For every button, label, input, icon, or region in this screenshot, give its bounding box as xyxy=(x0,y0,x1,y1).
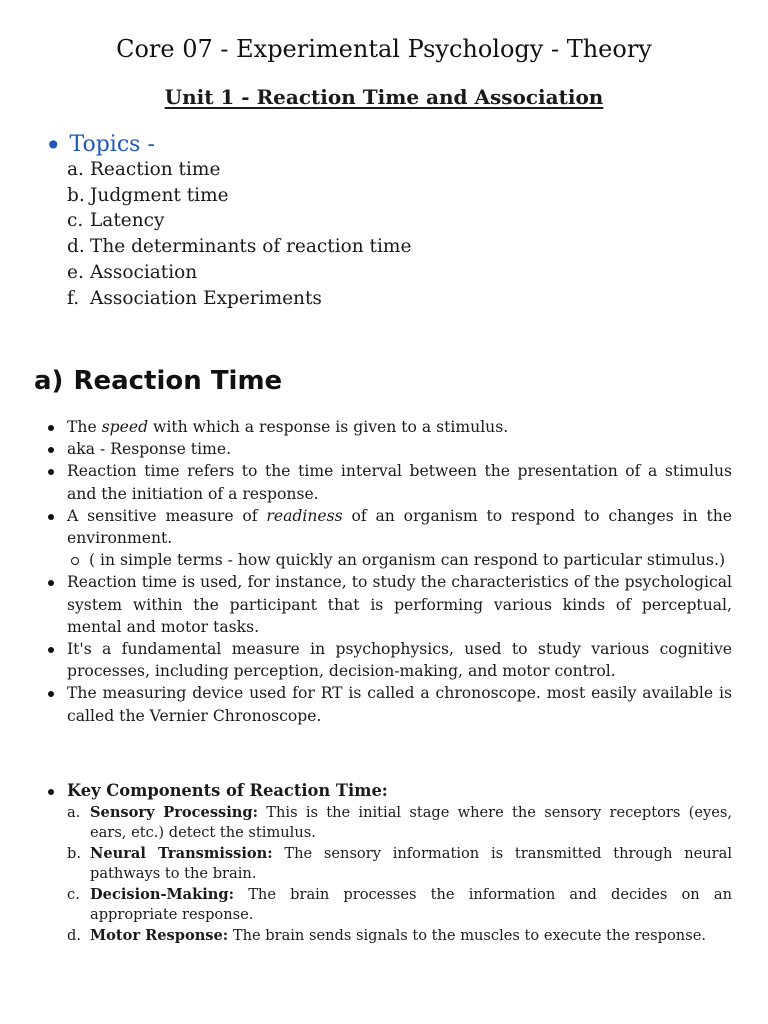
sub-list xyxy=(67,549,732,571)
topic-item xyxy=(67,234,411,260)
topic-item xyxy=(67,208,411,234)
section-title: Reaction Time xyxy=(73,366,283,396)
bullet-emphasis: readiness xyxy=(266,506,343,525)
bullet-text: with which a response is given to a stimulus. xyxy=(148,418,509,436)
topic-text: Reaction time xyxy=(90,159,221,180)
topic-item xyxy=(67,183,411,209)
topic-text: Association Experiments xyxy=(90,287,322,309)
bullet-emphasis: speed xyxy=(101,418,149,436)
topic-marker: d. xyxy=(67,236,85,258)
reaction-time-bullets xyxy=(67,416,732,727)
key-term: Decision-Making: xyxy=(90,885,234,903)
key-term: Motor Response: xyxy=(90,926,229,944)
topic-marker: b. xyxy=(67,184,85,206)
topic-marker: c. xyxy=(67,210,84,232)
bullet-item: It's a fundamental measure in psychophysics, used to study various cognitive processes, including perception, decision-making, and motor control. xyxy=(67,638,732,682)
topic-marker: e. xyxy=(67,261,84,283)
topic-text: Judgment time xyxy=(90,184,229,206)
topics-heading xyxy=(45,128,155,162)
key-text: This is the initial stage where the sensory receptors (eyes, ears, etc.) detect the stimulus. xyxy=(90,804,732,842)
topic-item xyxy=(67,286,411,312)
topic-text: Latency xyxy=(90,210,165,232)
key-text: The brain sends signals to the muscles to execute the response. xyxy=(228,926,706,944)
key-component-item xyxy=(67,926,732,946)
topic-text: Association xyxy=(90,261,198,283)
bullet-icon: • xyxy=(45,129,62,162)
key-components-list xyxy=(67,803,732,946)
key-components-heading: Key Components of Reaction Time: xyxy=(67,781,388,800)
topics-label: Topics - xyxy=(69,132,155,157)
bullet-item xyxy=(67,505,732,572)
key-marker: d. xyxy=(67,926,81,944)
bullet-item: Reaction time is used, for instance, to study the characteristics of the psychological system within the participant that is performing various kinds of perceptual, mental and motor tasks. xyxy=(67,571,732,638)
topic-item xyxy=(67,157,411,183)
key-text: The sensory information is transmitted through neural pathways to the brain. xyxy=(90,844,733,883)
topic-item xyxy=(67,260,411,286)
document-title: Core 07 - Experimental Psychology - Theory xyxy=(116,35,652,63)
key-component-item xyxy=(67,844,732,884)
unit-title xyxy=(0,84,768,110)
topic-marker: f. xyxy=(67,287,80,309)
bullet-item xyxy=(67,416,732,438)
bullet-text: A sensitive measure of xyxy=(67,506,267,525)
key-component-item xyxy=(67,885,732,925)
key-marker: a. xyxy=(67,804,81,821)
key-term: Neural Transmission: xyxy=(90,844,273,862)
key-marker: b. xyxy=(67,844,81,862)
section-heading xyxy=(34,364,282,398)
key-text: The brain processes the information and decides on an appropriate response. xyxy=(90,885,732,924)
unit-title-text: Unit 1 - Reaction Time and Association xyxy=(164,85,604,109)
topic-text: The determinants of reaction time xyxy=(90,236,412,258)
sub-bullet-item: ( in simple terms - how quickly an organism can respond to particular stimulus.) xyxy=(67,549,732,571)
bullet-item: aka - Response time. xyxy=(67,438,732,460)
topics-list xyxy=(67,157,411,311)
bullet-text: The xyxy=(67,418,102,436)
key-term: Sensory Processing: xyxy=(90,804,259,821)
bullet-item: Reaction time refers to the time interval between the presentation of a stimulus and the initiation of a response. xyxy=(67,460,732,504)
topic-marker: a. xyxy=(67,159,84,180)
key-component-item xyxy=(67,803,732,843)
section-letter: a) xyxy=(34,366,64,396)
bullet-text: of an organism to respond to changes in the environment. xyxy=(67,506,732,548)
bullet-item: The measuring device used for RT is called a chronoscope. most easily available is called the Vernier Chronoscope. xyxy=(67,682,732,726)
key-marker: c. xyxy=(67,885,80,903)
